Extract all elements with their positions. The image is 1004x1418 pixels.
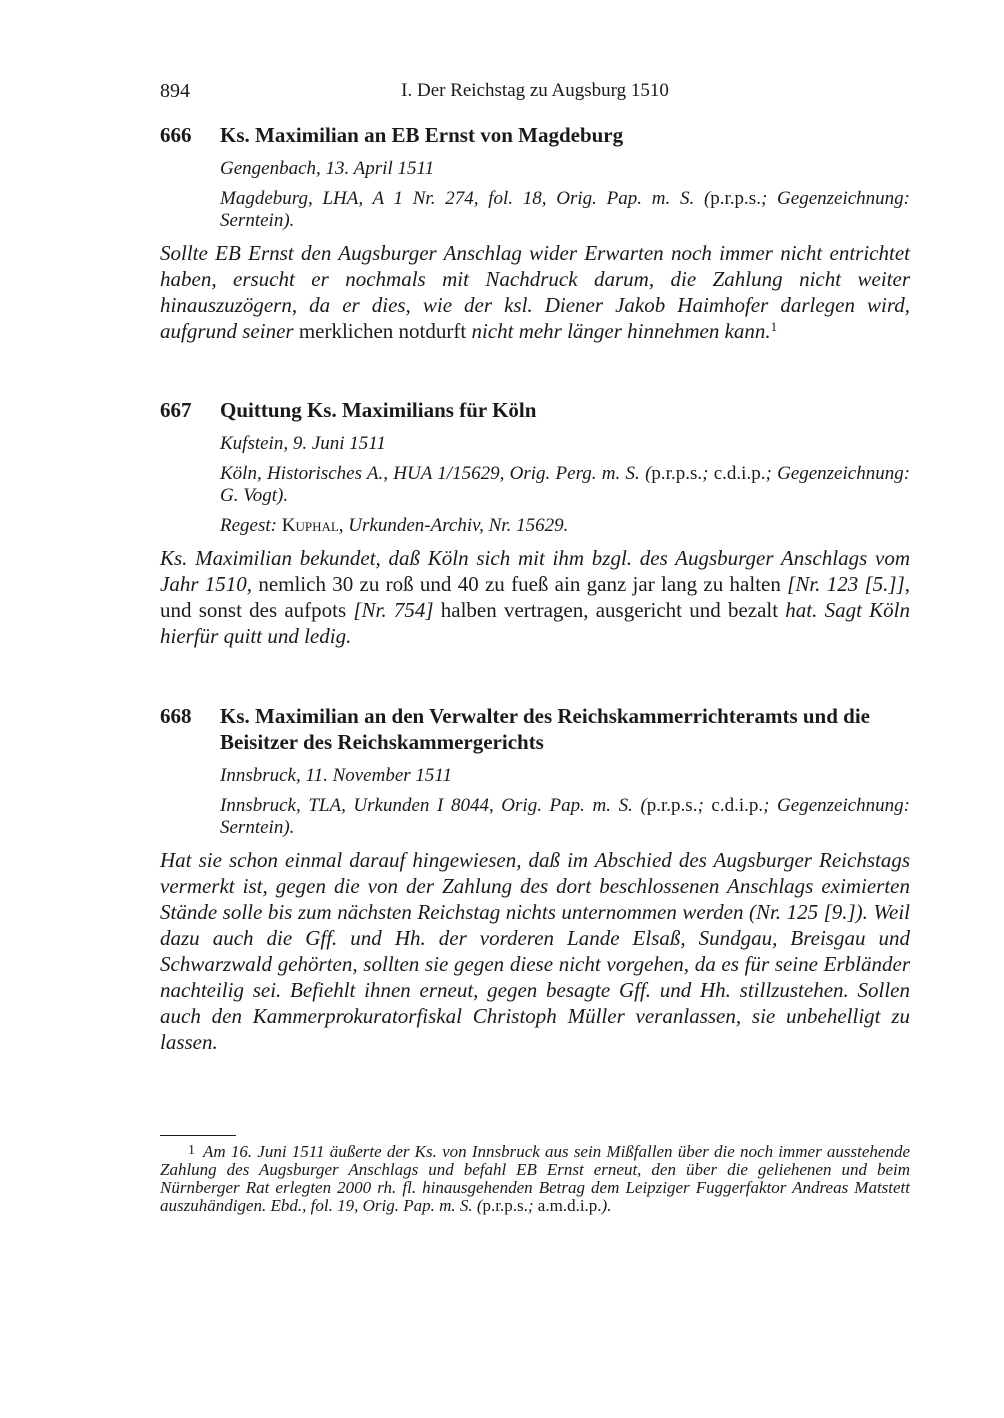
entry-668 <box>160 703 910 1055</box>
entry-number: 668 <box>160 704 192 728</box>
entry-title: Quittung Ks. Maximilians für Köln <box>220 398 537 422</box>
place-date: Gengenbach, 13. April 1511 <box>220 158 435 179</box>
regest-reference: Regest: Kuphal, Urkunden-Archiv, Nr. 15629. <box>220 515 569 536</box>
source-reference: Köln, Historisches A., HUA 1/15629, Orig. Perg. m. S. (p.r.p.s.; c.d.i.p.; Gegenzeichnung: G. Vogt). <box>220 463 911 506</box>
source-reference: Innsbruck, TLA, Urkunden I 8044, Orig. Pap. m. S. (p.r.p.s.; c.d.i.p.; Gegenzeichnung: Serntein). <box>220 795 911 838</box>
entry-667 <box>160 397 910 649</box>
footnote-divider <box>160 1135 236 1136</box>
entry-heading <box>160 397 910 423</box>
source-reference: Magdeburg, LHA, A 1 Nr. 274, fol. 18, Orig. Pap. m. S. (p.r.p.s.; Gegenzeichnung: Serntein). <box>220 188 910 231</box>
place-date: Kufstein, 9. Juni 1511 <box>220 433 386 454</box>
entry-number: 666 <box>160 123 192 147</box>
entry-title: Ks. Maximilian an den Verwalter des Reichskammerrichteramts und die Beisitzer des Reichskammergerichts <box>220 704 870 754</box>
entry-heading <box>160 703 910 755</box>
footnote: 1 Am 16. Juni 1511 äußerte der Ks. von Innsbruck aus sein Mißfallen über die noch immer ausstehende Zahlung des Augsburger Anschlags und befahl EB Ernst erneut, den über die geliehenen und beim Nürnberger Rat erlegten 2000 rh. fl. hinausgehenden Betrag dem Leipziger Fuggerfaktor Andreas Matstett auszuhändigen. Ebd., fol. 19, Orig. Pap. m. S. (p.r.p.s.; a.m.d.i.p.). <box>160 1142 910 1215</box>
page-number: 894 <box>160 80 190 102</box>
entry-666 <box>160 122 910 344</box>
entry-number: 667 <box>160 398 192 422</box>
place-date: Innsbruck, 11. November 1511 <box>220 765 452 786</box>
running-title: I. Der Reichstag zu Augsburg 1510 <box>401 80 669 101</box>
entry-heading <box>160 122 910 148</box>
footnote-reference[interactable]: 1 <box>770 319 778 334</box>
footnote-mark: 1 <box>188 1143 195 1158</box>
entry-summary: Sollte EB Ernst den Augsburger Anschlag wider Erwarten noch immer nicht entrichtet haben, ersucht er nochmals mit Nachdruck darum, die Zahlung nicht weiter hinauszuzögern, da er dies, wie der ksl. Diener Jakob Haimhofer darlegen wird, aufgrund seiner merklichen notdurft nicht mehr länger hinnehmen kann.$^1$ <box>160 241 910 343</box>
entry-summary: Hat sie schon einmal darauf hingewiesen, daß im Abschied des Augsburger Reichstags vermerkt ist, gegen die von der Zahlung des dort beschlossenen Anschlags eximierten Stände solle bis zum nächsten Reichstag nichts unternommen werden (Nr. 125 [9.]). Weil dazu auch die Gff. und Hh. der vorderen Lande Elsaß, Sundgau, Breisgau und Schwarzwald gehörten, sollten sie gegen diese nicht vorgehen, da es für seine Erbländer nachteilig sei. Befiehlt ihnen erneut, gegen besagte Gff. und Hh. stillzustehen. Sollen auch den Kammerprokuratorfiskal Christoph Müller veranlassen, sie unbehelligt zu lassen. <box>160 848 910 1054</box>
entry-title: Ks. Maximilian an EB Ernst von Magdeburg <box>220 123 624 147</box>
page-header <box>160 80 910 108</box>
entry-summary: Ks. Maximilian bekundet, daß Köln sich mit ihm bzgl. des Augsburger Anschlags vom Jahr 1510, nemlich 30 zu roß und 40 zu fueß ain ganz jar lang zu halten [Nr. 123 [5.]], und sonst des aufpots [Nr. 754] halben vertragen, ausgericht und bezalt hat. Sagt Köln hierfür quitt und ledig. <box>160 546 911 648</box>
